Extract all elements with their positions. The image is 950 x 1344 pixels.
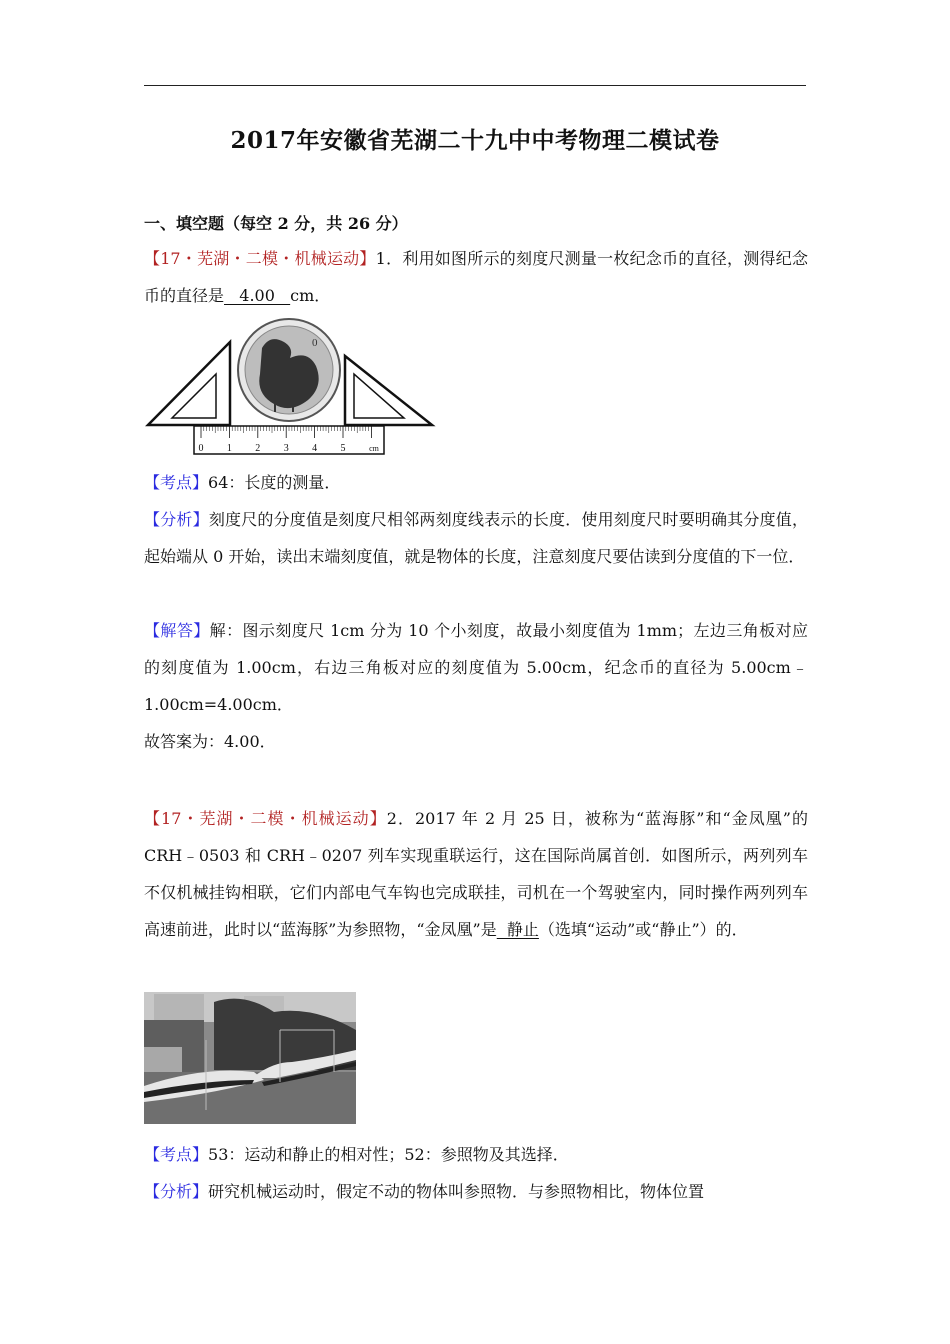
q1-kaodian (144, 464, 808, 501)
kaodian-text: 64：长度的测量． (208, 473, 341, 492)
fenxi-text: 刻度尺的分度值是刻度尺相邻两刻度线表示的长度．使用刻度尺时要明确其分度值，起始端从 0 开始，读出末端刻度值，就是物体的长度，注意刻度尺要估读到分度值的下一位． (144, 510, 808, 566)
kaodian-label: 【考点】 (144, 473, 209, 492)
svg-text:1: 1 (226, 443, 232, 454)
answer-blank: 4.00 (224, 286, 291, 305)
fenxi-text: 研究机械运动时，假定不动的物体叫参照物．与参照物相比，物体位置 (208, 1182, 705, 1201)
svg-text:3: 3 (283, 443, 289, 454)
question-number: 2． (386, 809, 415, 828)
jieda-text: 解：图示刻度尺 1cm 分为 10 个小刻度，故最小刻度值为 1mm；左边三角板对应的刻度值为 1.00cm，右边三角板对应的刻度值为 5.00cm，纪念币的直径为 5.00cm﹣1.00cm=4.00cm． (144, 621, 808, 714)
svg-text:0: 0 (312, 337, 318, 349)
train-photo-figure (144, 992, 356, 1124)
question-number: 1． (375, 249, 403, 268)
svg-text:4: 4 (312, 443, 318, 454)
question-1-stem (144, 240, 808, 314)
page-title: 2017年安徽省芜湖二十九中中考物理二模试卷 (230, 127, 720, 154)
svg-text:0: 0 (198, 443, 204, 454)
svg-text:cm: cm (369, 444, 379, 453)
jieda-label: 【解答】 (144, 621, 210, 640)
svg-text:2: 2 (255, 443, 261, 454)
header-rule (144, 85, 806, 86)
q1-jieda (144, 612, 808, 723)
svg-text:5: 5 (340, 443, 346, 454)
question-text-end: （选填“运动”或“静止”）的． (538, 920, 748, 939)
question-2-stem (144, 800, 808, 948)
section-heading: 一、填空题（每空 2 分，共 26 分） (144, 214, 408, 233)
q1-final-answer: 故答案为：4.00． (144, 732, 276, 751)
question-text: 利用如图所示的刻度尺测量一枚纪念币的直径，测得纪念币的直径是 (144, 249, 808, 305)
ruler-coin-figure (144, 318, 436, 458)
question-tag: 【17・芜湖・二模・机械运动】 (144, 249, 376, 268)
fenxi-label: 【分析】 (144, 1182, 209, 1201)
q1-fenxi (144, 501, 808, 575)
q2-kaodian (144, 1136, 808, 1173)
question-text: 2017 年 2 月 25 日，被称为“蓝海豚”和“金凤凰”的 CRH﹣0503 和 CRH﹣0207 列车实现重联运行，这在国际尚属首创．如图所示，两列列车不仅机械挂钩相联，它们内部电气车钩也完成联挂，司机在一个驾驶室内，同时操作两列列车高速前进，此时以“蓝海豚”为参照物，“金凤凰”是 (144, 809, 808, 939)
kaodian-label: 【考点】 (144, 1145, 209, 1164)
question-tag: 【17・芜湖・二模・机械运动】 (144, 809, 387, 828)
fenxi-label: 【分析】 (144, 510, 209, 529)
question-text-end: cm． (290, 286, 331, 305)
kaodian-text: 53：运动和静止的相对性；52：参照物及其选择． (208, 1145, 569, 1164)
q2-fenxi (144, 1173, 808, 1210)
answer-blank: 静止 (496, 920, 539, 939)
